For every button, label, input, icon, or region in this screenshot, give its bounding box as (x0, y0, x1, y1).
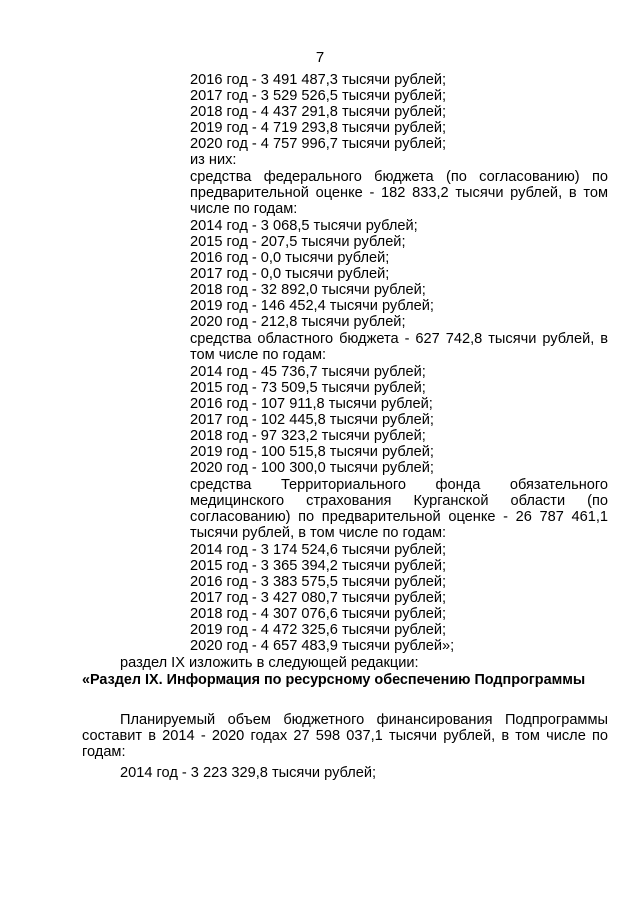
insurance-year-line: 2018 год - 4 307 076,6 тысячи рублей; (190, 606, 447, 622)
regional-year-line: 2015 год - 73 509,5 тысячи рублей; (190, 380, 426, 396)
paragraph-text: годам: (82, 744, 126, 760)
instruction-text: раздел IX изложить в следующей редакции: (120, 655, 419, 671)
regional-year-line: 2017 год - 102 445,8 тысячи рублей; (190, 412, 434, 428)
insurance-year-line: 2019 год - 4 472 325,6 тысячи рублей; (190, 622, 447, 638)
paragraph-text: составит в 2014 - 2020 годах 27 598 037,1 тысячи рублей, в том числе по (82, 728, 608, 744)
of-them-label: из них: (190, 152, 237, 168)
regional-budget-text: том числе по годам: (190, 347, 327, 363)
year-line: 2019 год - 4 719 293,8 тысячи рублей; (190, 120, 447, 136)
insurance-fund-text: согласованию) по предварительной оценке - 26 787 461,1 (190, 509, 608, 525)
year-line: 2016 год - 3 491 487,3 тысячи рублей; (190, 72, 447, 88)
federal-year-line: 2020 год - 212,8 тысячи рублей; (190, 314, 406, 330)
federal-year-line: 2018 год - 32 892,0 тысячи рублей; (190, 282, 426, 298)
regional-year-line: 2014 год - 45 736,7 тысячи рублей; (190, 364, 426, 380)
year-line: 2017 год - 3 529 526,5 тысячи рублей; (190, 88, 447, 104)
regional-year-line: 2016 год - 107 911,8 тысячи рублей; (190, 396, 433, 412)
insurance-fund-text: тысячи рублей, в том числе по годам: (190, 525, 447, 541)
regional-year-line: 2018 год - 97 323,2 тысячи рублей; (190, 428, 426, 444)
insurance-year-line: 2015 год - 3 365 394,2 тысячи рублей; (190, 558, 447, 574)
insurance-year-line: 2017 год - 3 427 080,7 тысячи рублей; (190, 590, 447, 606)
section-heading: «Раздел IX. Информация по ресурсному обеспечению Подпрограммы (82, 672, 586, 688)
federal-year-line: 2017 год - 0,0 тысячи рублей; (190, 266, 390, 282)
year-line: 2020 год - 4 757 996,7 тысячи рублей; (190, 136, 447, 152)
regional-budget-text: средства областного бюджета - 627 742,8 тысячи рублей, в (190, 331, 608, 347)
insurance-year-line: 2020 год - 4 657 483,9 тысячи рублей»; (190, 638, 455, 654)
year-line: 2018 год - 4 437 291,8 тысячи рублей; (190, 104, 447, 120)
page-number: 7 (315, 49, 325, 66)
federal-year-line: 2015 год - 207,5 тысячи рублей; (190, 234, 406, 250)
year-line: 2014 год - 3 223 329,8 тысячи рублей; (120, 765, 377, 781)
federal-year-line: 2016 год - 0,0 тысячи рублей; (190, 250, 390, 266)
insurance-year-line: 2014 год - 3 174 524,6 тысячи рублей; (190, 542, 447, 558)
regional-year-line: 2020 год - 100 300,0 тысячи рублей; (190, 460, 434, 476)
insurance-fund-text: медицинского страхования Курганской области (по (190, 493, 608, 509)
paragraph-text: Планируемый объем бюджетного финансирования Подпрограммы (120, 712, 608, 728)
federal-budget-text: числе по годам: (190, 201, 298, 217)
insurance-fund-text: средства Территориального фонда обязательного (190, 477, 608, 493)
regional-year-line: 2019 год - 100 515,8 тысячи рублей; (190, 444, 434, 460)
federal-year-line: 2014 год - 3 068,5 тысячи рублей; (190, 218, 418, 234)
federal-year-line: 2019 год - 146 452,4 тысячи рублей; (190, 298, 434, 314)
federal-budget-text: средства федерального бюджета (по согласованию) по (190, 169, 608, 185)
federal-budget-text: предварительной оценке - 182 833,2 тысячи рублей, в том (190, 185, 608, 201)
insurance-year-line: 2016 год - 3 383 575,5 тысячи рублей; (190, 574, 447, 590)
